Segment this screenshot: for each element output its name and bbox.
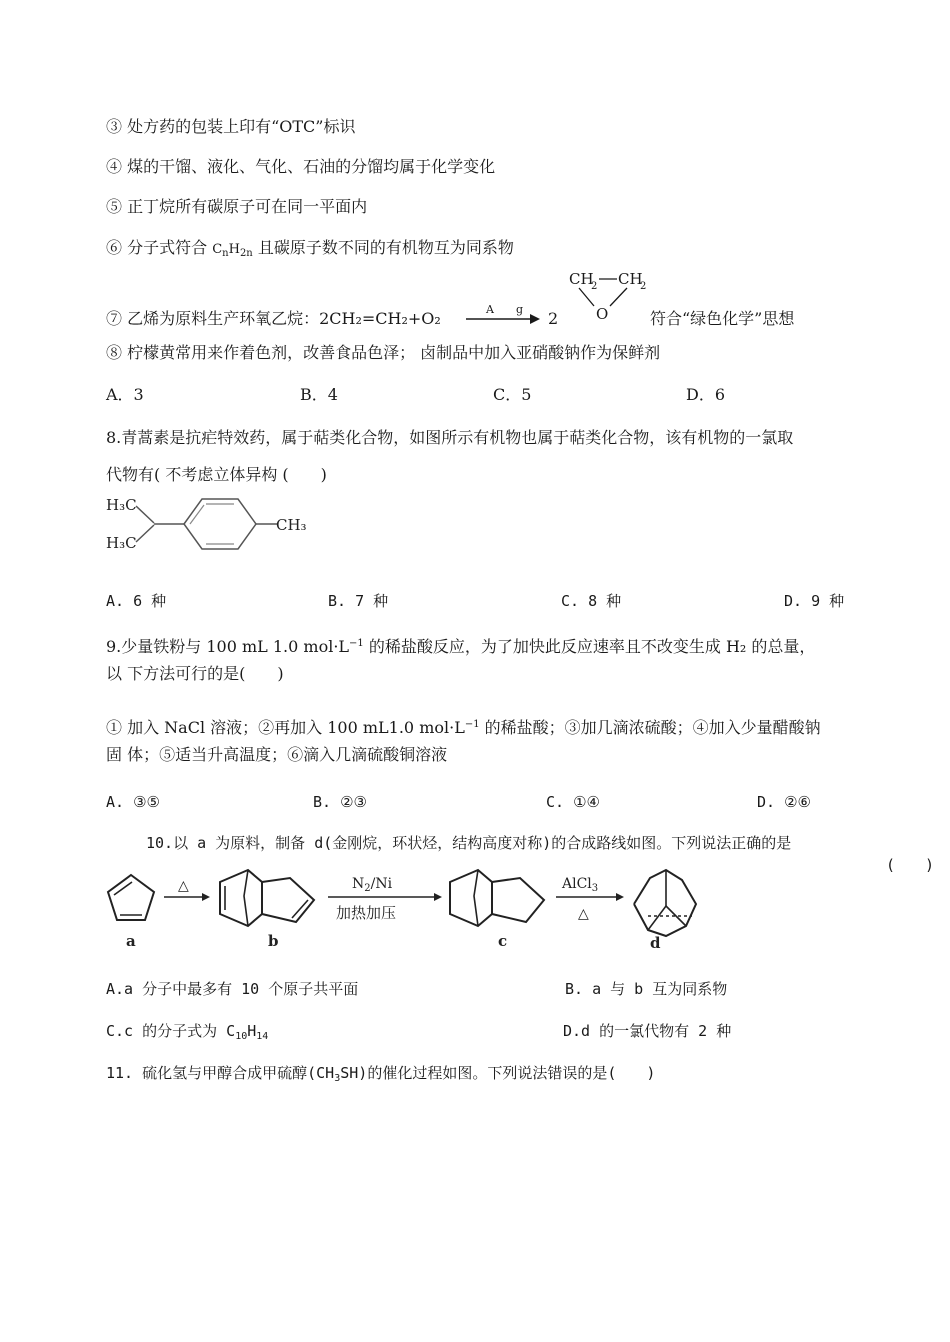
arrow-3-top-sub: 3 [591, 883, 599, 894]
label-a: a [126, 932, 136, 950]
q10-scheme-svg [100, 866, 720, 954]
q11-post: SH)的催化过程如图。下列说法错误的是( ) [340, 1064, 656, 1082]
q8-option-c[interactable]: C. 8 种 [561, 592, 622, 610]
statement-4: ④ 煤的干馏、液化、气化、石油的分馏均属于化学变化 [106, 157, 496, 176]
q9-line1-post: 的稀盐酸反应，为了加快此反应速率且不改变生成 H₂ 的总量， [363, 637, 816, 656]
q8-option-b[interactable]: B. 7 种 [328, 592, 389, 610]
arrow-3-head [616, 893, 624, 901]
compound-c-ring-right [492, 878, 544, 922]
formula-c: C [212, 242, 223, 257]
q11-sub: 3 [334, 1073, 341, 1084]
q9-line3-sup: −1 [464, 719, 480, 730]
q10-option-c-sub1: 10 [235, 1031, 248, 1042]
q9-stem-line2: 以 下方法可行的是( ) [106, 664, 284, 683]
statement-6 [106, 238, 514, 264]
arrow-3-top [561, 876, 598, 894]
epoxide-structure [565, 266, 655, 324]
q7-option-b[interactable]: B．4 [300, 385, 338, 404]
q7-option-a[interactable]: A．3 [106, 385, 144, 404]
q9-line3-post: 的稀盐酸；③加几滴浓硫酸；④加入少量醋酸钠 [479, 718, 821, 737]
q10-option-b[interactable]: B. a 与 b 互为同系物 [565, 980, 728, 998]
formula-sub-n: n [222, 248, 229, 259]
arrow-2-top-post: /Ni [370, 876, 393, 892]
statement-5: ⑤ 正丁烷所有碳原子可在同一平面内 [106, 197, 368, 216]
q8-stem-line2: 代物有( 不考虑立体异构 ( ) [106, 465, 327, 484]
q8-ch3: CH₃ [276, 516, 307, 534]
catalyst-arrow [464, 300, 544, 330]
arrow-2-head [434, 893, 442, 901]
q11-stem [106, 1063, 655, 1089]
q9-option-d[interactable]: D. ②⑥ [757, 793, 811, 811]
q8-benzene-ring [184, 499, 256, 549]
catalyst-bottom: g [516, 303, 524, 316]
arrow-1-head [202, 893, 210, 901]
q7-option-d[interactable]: D．6 [686, 385, 726, 404]
q10-answer-paren: ( ) [886, 856, 935, 874]
label-c: c [498, 932, 508, 950]
q7-option-c[interactable]: C．5 [493, 385, 532, 404]
arrow-1-condition: △ [178, 878, 189, 894]
q10-option-a[interactable]: A.a 分子中最多有 10 个原子共平面 [106, 980, 359, 998]
epoxide-ch2-right-sub: 2 [640, 281, 647, 292]
q10-stem: 10.以 a 为原料，制备 d(金刚烷，环状烃，结构高度对称)的合成路线如图。下列说法正确的是 [146, 834, 792, 852]
arrow-3-bottom: △ [578, 906, 589, 922]
q10-option-d[interactable]: D.d 的一氯代物有 2 种 [563, 1022, 732, 1040]
arrow-2-top-sub: 2 [364, 883, 371, 894]
epoxide-ch2-left: CH [569, 270, 594, 288]
statement-6-pre: ⑥ 分子式符合 [106, 238, 213, 257]
q9-option-b[interactable]: B. ②③ [313, 793, 367, 811]
q10-option-c-sub2: 14 [256, 1031, 269, 1042]
q9-stem-line4: 固 体；⑤适当升高温度；⑥滴入几滴硫酸铜溶液 [106, 745, 448, 764]
arrow-2-top-pre: N [352, 876, 365, 892]
arrow-3-top-pre: AlCl [562, 876, 592, 892]
statement-8: ⑧ 柠檬黄常用来作着色剂，改善食品色泽； 卤制品中加入亚硝酸钠作为保鲜剂 [106, 343, 661, 362]
q8-option-d[interactable]: D. 9 种 [784, 592, 845, 610]
q10-option-c-mid: H [247, 1022, 257, 1040]
q9-stem-line1 [106, 634, 815, 657]
epoxide-co-bond-right [610, 288, 627, 306]
q9-line1-sup: −1 [349, 638, 364, 649]
statement-7-tail: 符合“绿色化学”思想 [650, 309, 795, 328]
q9-line1-pre: 9.少量铁粉与 100 mL 1.0 mol·L [106, 637, 350, 656]
compound-b-ring-right [262, 878, 314, 922]
q8-double-bond-3 [190, 505, 204, 524]
compound-d-bond-2 [648, 906, 666, 930]
epoxide-svg [565, 266, 655, 324]
q8-bond-bottom [136, 525, 154, 542]
formula-sub-2n: 2n [239, 248, 253, 259]
coefficient: 2 [548, 309, 559, 328]
epoxide-ch2-right: CH [618, 270, 643, 288]
q10-option-c[interactable] [106, 1021, 268, 1047]
q8-stem-line1: 8.青蒿素是抗疟特效药，属于萜类化合物，如图所示有机物也属于萜类化合物，该有机物的一氯取 [106, 428, 794, 447]
label-b: b [268, 932, 279, 950]
epoxide-ch2-left-sub: 2 [591, 281, 598, 292]
q8-bond-top [136, 506, 154, 523]
compound-c-bridge [474, 870, 478, 926]
epoxide-oxygen: O [596, 305, 609, 323]
q8-option-a[interactable]: A. 6 种 [106, 592, 167, 610]
compound-d-cage [634, 870, 696, 936]
statement-6-post: 且碳原子数不同的有机物互为同系物 [252, 238, 514, 257]
q8-structure-svg [106, 490, 311, 555]
q8-h3c-top: H₃C [106, 496, 137, 514]
compound-c-ring-left [450, 870, 492, 926]
statement-7: ⑦ 乙烯为原料生产环氧乙烷：2CH₂=CH₂+O₂ [106, 309, 441, 328]
formula-h: H [228, 242, 240, 257]
q10-scheme [100, 866, 720, 954]
q10-option-c-pre: C.c 的分子式为 C [106, 1022, 236, 1040]
compound-b-ring-left [220, 870, 262, 926]
q11-pre: 11. 硫化氢与甲醇合成甲硫醇(CH [106, 1064, 335, 1082]
statement-3: ③ 处方药的包装上印有“OTC”标识 [106, 117, 356, 136]
q9-option-a[interactable]: A. ③⑤ [106, 793, 160, 811]
q9-option-c[interactable]: C. ①④ [546, 793, 600, 811]
q9-line3-pre: ① 加入 NaCl 溶液；②再加入 100 mL1.0 mol·L [106, 718, 465, 737]
compound-a-double-1 [114, 882, 132, 895]
catalyst-top: A [486, 303, 494, 316]
arrow-2-top [352, 876, 393, 894]
label-d: d [650, 934, 661, 952]
q8-h3c-bottom: H₃C [106, 534, 137, 552]
catalyst-arrow-svg [464, 300, 544, 330]
q8-structure [106, 490, 311, 555]
compound-b-bridge [244, 870, 248, 926]
arrow-2-bottom: 加热加压 [336, 904, 397, 922]
q9-stem-line3 [106, 715, 821, 738]
